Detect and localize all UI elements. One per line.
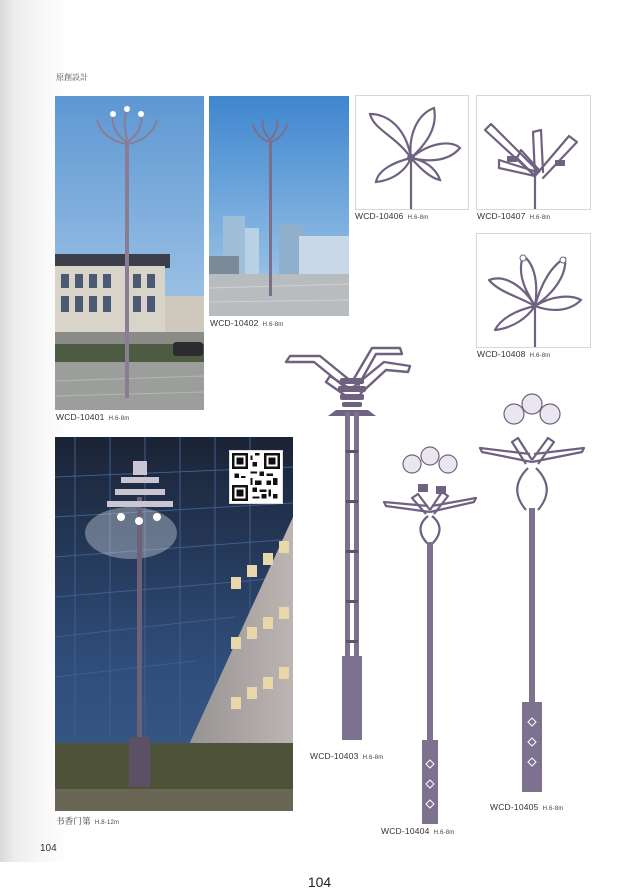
lamp-wcd-10404 [378,444,482,824]
lamp-head-wcd-10408 [476,233,591,348]
height-label: H.6-8m [362,755,384,761]
model-label: WCD-10404 [381,826,430,836]
model-label: WCD-10407 [477,211,526,221]
caption-wcd-10402 [210,318,283,328]
model-label: WCD-10405 [490,802,539,812]
caption-wcd-10405 [490,802,563,812]
lamp-wcd-10405 [478,392,588,800]
model-label: WCD-10406 [355,211,404,221]
height-label: H.6-8m [542,806,564,812]
inner-page-number: 104 [40,843,57,854]
photo-wcd-10402 [209,96,349,316]
model-label: 书香门第 [56,817,91,827]
height-label: H.6-8m [262,322,284,328]
caption-wcd-10401 [56,412,129,422]
height-label: H.6-8m [407,215,429,221]
caption-wcd-10406 [355,211,428,221]
model-label: WCD-10408 [477,349,526,359]
height-label: H.8-12m [94,820,120,826]
height-label: H.6-8m [529,215,551,221]
caption-wcd-10403 [310,751,383,761]
lamp-head-wcd-10407 [476,95,591,210]
height-label: H.6-8m [108,416,130,422]
caption-shuxiang-mendi [56,815,119,827]
caption-wcd-10408 [477,349,550,359]
model-label: WCD-10403 [310,751,359,761]
section-title: 原創設計 [56,73,88,82]
height-label: H.6-8m [529,353,551,359]
photo-wcd-10401 [55,96,204,410]
caption-wcd-10404 [381,826,454,836]
qr-code-icon [229,450,283,504]
height-label: H.6-8m [433,830,455,836]
lamp-head-wcd-10406 [355,95,469,210]
caption-wcd-10407 [477,211,550,221]
model-label: WCD-10401 [56,412,105,422]
model-label: WCD-10402 [210,318,259,328]
footer-page-number: 104 [307,874,332,890]
